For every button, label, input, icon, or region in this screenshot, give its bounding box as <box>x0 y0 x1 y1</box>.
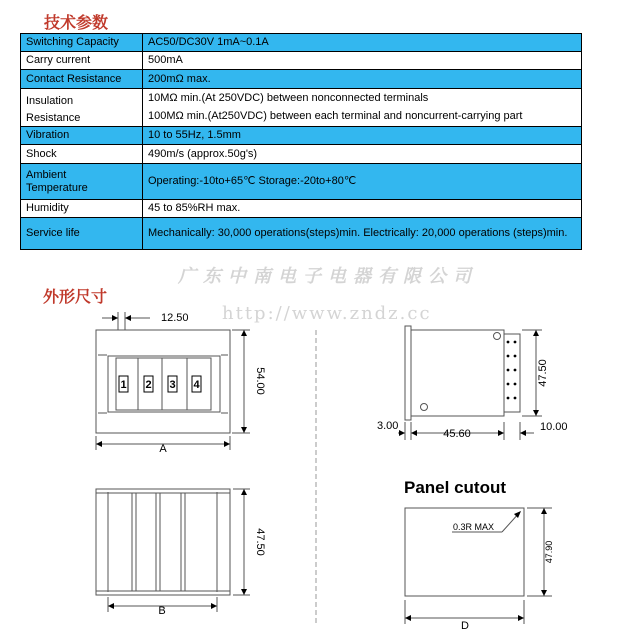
cutout-radius-label: 0.3R MAX <box>453 522 495 532</box>
spec-key: Service life <box>21 218 143 250</box>
spec-value: 490m/s (approx.50g's) <box>143 145 582 164</box>
dim-back-label: B <box>158 605 166 617</box>
dim-cutout-height: 47.90 <box>544 540 554 564</box>
panel-cutout-title: Panel cutout <box>404 478 507 497</box>
spec-value: 200mΩ max. <box>143 70 582 89</box>
dim-side-right: 10.00 <box>540 421 568 433</box>
spec-value: 10 to 55Hz, 1.5mm <box>143 127 582 145</box>
spec-value: Operating:-10to+65℃ Storage:-20to+80℃ <box>143 164 582 200</box>
spec-key: Vibration <box>21 127 143 145</box>
spec-key-line: Temperature <box>26 181 88 194</box>
spec-value: AC50/DC30V 1mA~0.1A <box>143 34 582 52</box>
dim-side-height: 47.50 <box>537 359 549 387</box>
dim-front-height: 54.00 <box>254 367 266 395</box>
spec-key: Contact Resistance <box>21 70 143 89</box>
spec-value-line: 100MΩ min.(At250VDC) between each terminal and noncurrent-carrying part <box>148 110 523 122</box>
switch-number: 4 <box>193 379 200 391</box>
spec-value: 500mA <box>143 52 582 70</box>
switch-number: 3 <box>169 379 176 391</box>
spec-value: Mechanically: 30,000 operations(steps)min. Electrically: 20,000 operations (steps)min. <box>143 218 582 250</box>
dim-front-width: 12.50 <box>161 312 189 324</box>
switch-number: 2 <box>145 379 152 391</box>
spec-key: Humidity <box>21 200 143 218</box>
dimensions-heading: 外形尺寸 <box>43 287 108 306</box>
spec-value-line: 10MΩ min.(At 250VDC) between nonconnected terminals <box>148 92 429 104</box>
spec-value: 45 to 85%RH max. <box>143 200 582 218</box>
dim-side-left: 3.00 <box>377 420 399 432</box>
spec-key-line: Resistance <box>26 112 81 124</box>
url-watermark: http://www.zndz.cc <box>222 303 432 324</box>
switch-number: 1 <box>120 379 127 391</box>
spec-key-line: Ambient <box>26 168 67 181</box>
dim-side-depth: 45.60 <box>443 428 471 440</box>
spec-key: Switching Capacity <box>21 34 143 52</box>
tech-params-heading: 技术参数 <box>44 13 109 32</box>
dim-front-label: A <box>159 443 167 455</box>
company-watermark: 广东中南电子电器有限公司 <box>178 266 478 287</box>
spec-key: Shock <box>21 145 143 164</box>
dim-cutout-label: D <box>461 620 469 632</box>
dim-back-height: 47.50 <box>254 528 266 556</box>
spec-key: Carry current <box>21 52 143 70</box>
spec-key-line: Insulation <box>26 95 74 107</box>
